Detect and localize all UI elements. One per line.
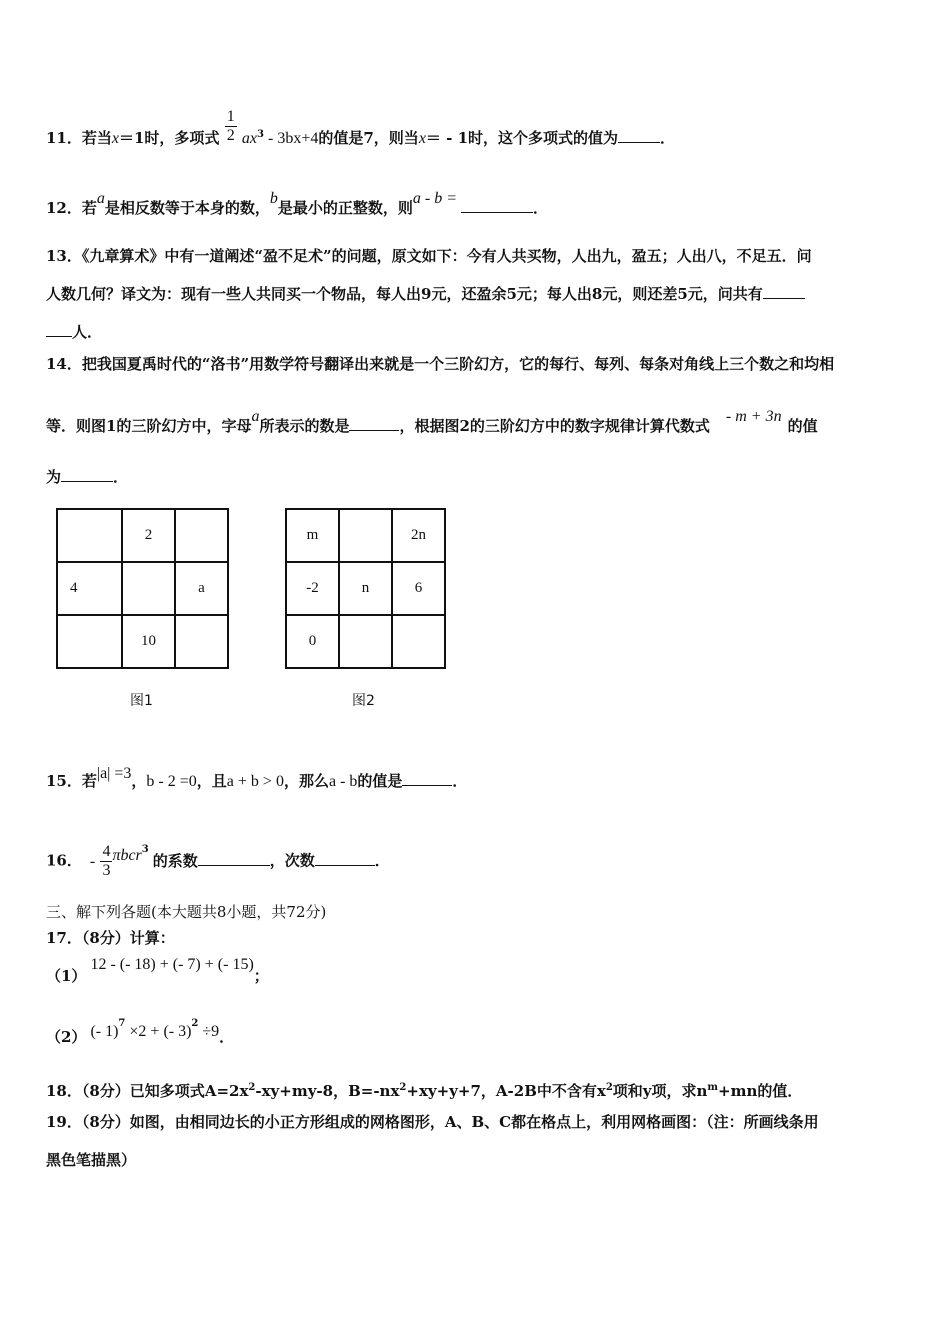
fig2-cell: -2 [286,562,339,615]
fig1-cell [57,615,122,668]
answer-blank[interactable] [461,198,533,213]
magic-square-figure-2 [285,508,446,669]
fig2-cell: m [286,509,339,562]
question-19-line-2: 黑色笔描黑） [46,1151,137,1169]
question-14-line-2: 等．则图1的三阶幻方中，字母a所表示的数是 ，根据图2的三阶幻方中的数字规律计算代数式- m + 3n的值 [46,408,818,435]
question-17-part-2: （2） (- 1)$^7$ ×2 + (- 3)$^2$ ÷9． [46,1018,235,1046]
fig1-cell: 2 [122,509,175,562]
answer-blank[interactable] [763,284,805,299]
fig2-cell [392,615,445,668]
question-19-line-1: 19．（8分）如图，由相同边长的小正方形组成的网格图形，A、B、C都在格点上，利用网格画图：（注：所画线条用 [46,1113,819,1131]
question-17-part-1: （1）12 - (- 18) + (- 7) + (- 15)； [46,956,269,985]
fig1-cell [57,509,122,562]
fig2-cell: 2n [392,509,445,562]
fig2-cell: 6 [392,562,445,615]
fig1-cell [122,562,175,615]
answer-blank-cont[interactable] [46,322,72,337]
fig2-cell: n [339,562,392,615]
question-12: 12．若a是相反数等于本身的数，b是最小的正整数，则a - b =． [46,190,549,217]
magic-square-figure-1 [56,508,229,669]
answer-blank-a[interactable] [349,416,399,431]
fig1-cell [175,509,228,562]
question-13-line-2: 人数几何？译文为：现有一些人共同买一个物品，每人出9元，还盈余5元；每人出8元，则还差5元，问共有 [46,284,805,304]
fig2-cell [339,509,392,562]
question-14-line-1: 14．把我国夏禹时代的“洛书”用数学符号翻译出来就是一个三阶幻方，它的每行、每列、每条对角线上三个数之和均相 [46,355,835,373]
question-16: 16． - $\frac{4}{3}$ πbcr$^3$的系数 ，次数 ． [46,843,390,879]
answer-blank[interactable] [618,128,660,143]
degree-blank[interactable] [315,851,375,866]
question-18: 18．（8分）已知多项式$A=2x^2-xy+my-8$，$B=-nx^2+xy+y+7$，A-2B中不含有$x^2$项和y项，求$n^m+mn$的值． [46,1082,803,1100]
question-11: 11．若当x＝1时，多项式 $\frac{1}{2}$ $ax^3 - 3bx+4$的值是7，则当x＝ - 1时，这个多项式的值为 ． [46,107,676,147]
question-17-heading: 17．（8分）计算： [46,929,175,947]
figure-2-caption: 图2 [352,693,375,709]
fraction-one-half: $\frac{1}{2}$ [226,107,235,144]
question-15: 15．若|a| =3，b - 2 =0，且a + b > 0，那么a - b的值是 ． [46,765,468,790]
fig1-cell [175,615,228,668]
question-13-line-3: 人． [46,322,102,342]
question-13-line-1: 13．《九章算术》中有一道阐述“盈不足术”的问题，原文如下：今有人共买物，人出九，盈五；人出八，不足五．问 [46,247,812,265]
fig2-cell: 0 [286,615,339,668]
section-3-title: 三、解下列各题(本大题共8小题，共72分) [46,903,327,921]
answer-blank[interactable] [402,771,452,786]
fig1-cell: 10 [122,615,175,668]
fraction-four-thirds: $\frac{4}{3}$ [102,843,111,879]
question-14-line-3: 为 ． [46,468,129,486]
coefficient-blank[interactable] [198,851,270,866]
fig1-cell: a [175,562,228,615]
fig2-cell [339,615,392,668]
fig1-cell: 4 [57,562,122,615]
answer-blank-expr[interactable] [61,467,113,482]
figure-1-caption: 图1 [130,693,153,709]
